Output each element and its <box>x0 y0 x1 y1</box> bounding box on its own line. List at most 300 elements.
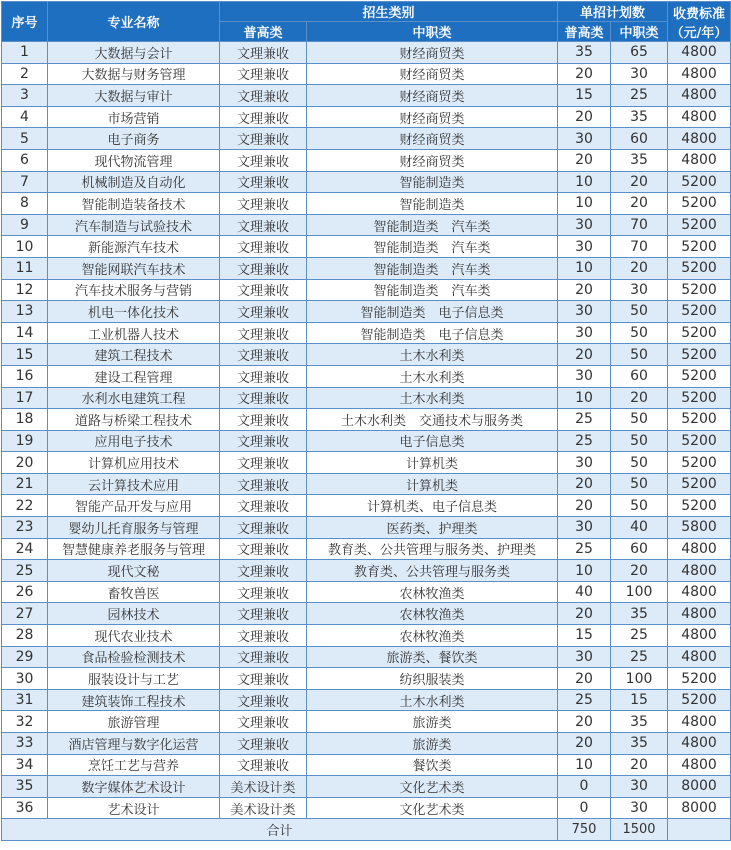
category-general-cell: 文理兼收 <box>220 473 307 495</box>
plan-general-cell: 30 <box>558 365 611 387</box>
major-name-cell: 烹饪工艺与营养 <box>48 754 220 776</box>
table-row <box>2 257 731 279</box>
table-row <box>2 236 731 258</box>
major-name-cell: 智能产品开发与应用 <box>48 495 220 517</box>
table-row <box>2 409 731 431</box>
plan-general-cell: 20 <box>558 733 611 755</box>
category-vocational-cell: 智能制造类 <box>307 171 558 193</box>
major-name-cell: 园林技术 <box>48 603 220 625</box>
major-name-cell: 现代文秘 <box>48 560 220 582</box>
category-general-cell: 文理兼收 <box>220 42 307 64</box>
category-general-cell: 文理兼收 <box>220 689 307 711</box>
plan-vocational-cell: 60 <box>611 538 668 560</box>
fee-cell: 5200 <box>668 301 731 323</box>
major-name-cell: 智慧健康养老服务与管理 <box>48 538 220 560</box>
major-name-cell: 智能制造装备技术 <box>48 193 220 215</box>
seq-cell: 24 <box>2 538 48 560</box>
major-name-cell: 服装设计与工艺 <box>48 668 220 690</box>
plan-general-cell: 10 <box>558 754 611 776</box>
fee-cell: 4800 <box>668 603 731 625</box>
category-vocational-cell: 旅游类、餐饮类 <box>307 646 558 668</box>
category-vocational-cell: 农林牧渔类 <box>307 603 558 625</box>
category-general-cell: 文理兼收 <box>220 646 307 668</box>
fee-cell: 4800 <box>668 581 731 603</box>
category-vocational-cell: 农林牧渔类 <box>307 625 558 647</box>
plan-general-cell: 20 <box>558 495 611 517</box>
table-row <box>2 625 731 647</box>
plan-vocational-cell: 50 <box>611 473 668 495</box>
fee-cell: 5200 <box>668 689 731 711</box>
major-name-cell: 婴幼儿托育服务与管理 <box>48 517 220 539</box>
plan-general-cell: 20 <box>558 344 611 366</box>
seq-cell: 29 <box>2 646 48 668</box>
seq-cell: 4 <box>2 106 48 128</box>
total-row <box>2 819 731 841</box>
category-vocational-cell: 土木水利类 <box>307 387 558 409</box>
header-fee-line2: （元/年） <box>670 25 728 41</box>
plan-vocational-cell: 50 <box>611 409 668 431</box>
table-row <box>2 128 731 150</box>
category-general-cell: 文理兼收 <box>220 257 307 279</box>
fee-cell: 5200 <box>668 365 731 387</box>
plan-general-cell: 40 <box>558 581 611 603</box>
plan-vocational-cell: 35 <box>611 733 668 755</box>
header-plan-general: 普高类 <box>558 22 611 42</box>
table-row <box>2 452 731 474</box>
table-row <box>2 387 731 409</box>
seq-cell: 19 <box>2 430 48 452</box>
seq-cell: 11 <box>2 257 48 279</box>
plan-vocational-cell: 50 <box>611 495 668 517</box>
plan-general-cell: 10 <box>558 257 611 279</box>
category-vocational-cell: 土木水利类 <box>307 365 558 387</box>
fee-cell: 4800 <box>668 625 731 647</box>
category-vocational-cell: 财经商贸类 <box>307 149 558 171</box>
major-name-cell: 电子商务 <box>48 128 220 150</box>
category-vocational-cell: 财经商贸类 <box>307 85 558 107</box>
total-label: 合计 <box>2 819 558 841</box>
plan-general-cell: 30 <box>558 517 611 539</box>
fee-cell: 5200 <box>668 430 731 452</box>
table-row <box>2 711 731 733</box>
header-major-name: 专业名称 <box>48 2 220 42</box>
category-general-cell: 文理兼收 <box>220 711 307 733</box>
plan-vocational-cell: 70 <box>611 214 668 236</box>
table-row <box>2 301 731 323</box>
plan-vocational-cell: 35 <box>611 149 668 171</box>
seq-cell: 6 <box>2 149 48 171</box>
fee-cell: 4800 <box>668 754 731 776</box>
major-name-cell: 工业机器人技术 <box>48 322 220 344</box>
fee-cell: 5200 <box>668 387 731 409</box>
major-name-cell: 大数据与财务管理 <box>48 63 220 85</box>
table-row <box>2 538 731 560</box>
header-fee-line1: 收费标准 <box>673 6 726 22</box>
seq-cell: 25 <box>2 560 48 582</box>
seq-cell: 18 <box>2 409 48 431</box>
category-general-cell: 美术设计类 <box>220 797 307 819</box>
header-category-vocational: 中职类 <box>307 22 558 42</box>
plan-general-cell: 30 <box>558 646 611 668</box>
category-general-cell: 文理兼收 <box>220 625 307 647</box>
plan-vocational-cell: 50 <box>611 452 668 474</box>
major-name-cell: 现代农业技术 <box>48 625 220 647</box>
plan-general-cell: 20 <box>558 473 611 495</box>
category-vocational-cell: 文化艺术类 <box>307 776 558 798</box>
header-fee <box>668 2 731 42</box>
plan-general-cell: 20 <box>558 279 611 301</box>
category-general-cell: 文理兼收 <box>220 754 307 776</box>
category-vocational-cell: 农林牧渔类 <box>307 581 558 603</box>
plan-general-cell: 10 <box>558 193 611 215</box>
table-row <box>2 214 731 236</box>
plan-general-cell: 30 <box>558 128 611 150</box>
seq-cell: 10 <box>2 236 48 258</box>
category-vocational-cell: 智能制造类 汽车类 <box>307 214 558 236</box>
fee-cell: 4800 <box>668 149 731 171</box>
fee-cell: 5800 <box>668 517 731 539</box>
plan-general-cell: 0 <box>558 797 611 819</box>
major-name-cell: 建筑装饰工程技术 <box>48 689 220 711</box>
plan-general-cell: 30 <box>558 214 611 236</box>
table-row <box>2 689 731 711</box>
fee-cell: 5200 <box>668 452 731 474</box>
plan-general-cell: 20 <box>558 106 611 128</box>
category-general-cell: 文理兼收 <box>220 538 307 560</box>
plan-vocational-cell: 30 <box>611 279 668 301</box>
major-name-cell: 数字媒体艺术设计 <box>48 776 220 798</box>
fee-cell: 4800 <box>668 560 731 582</box>
table-row <box>2 776 731 798</box>
category-vocational-cell: 医药类、护理类 <box>307 517 558 539</box>
plan-vocational-cell: 25 <box>611 646 668 668</box>
plan-vocational-cell: 70 <box>611 236 668 258</box>
category-general-cell: 文理兼收 <box>220 63 307 85</box>
plan-vocational-cell: 25 <box>611 85 668 107</box>
major-name-cell: 智能网联汽车技术 <box>48 257 220 279</box>
plan-vocational-cell: 50 <box>611 301 668 323</box>
plan-general-cell: 20 <box>558 63 611 85</box>
category-general-cell: 文理兼收 <box>220 106 307 128</box>
major-name-cell: 畜牧兽医 <box>48 581 220 603</box>
category-general-cell: 文理兼收 <box>220 85 307 107</box>
plan-vocational-cell: 35 <box>611 711 668 733</box>
table-row <box>2 42 731 64</box>
plan-vocational-cell: 100 <box>611 668 668 690</box>
plan-vocational-cell: 100 <box>611 581 668 603</box>
plan-general-cell: 20 <box>558 711 611 733</box>
major-name-cell: 云计算技术应用 <box>48 473 220 495</box>
seq-cell: 12 <box>2 279 48 301</box>
major-name-cell: 建筑工程技术 <box>48 344 220 366</box>
plan-vocational-cell: 40 <box>611 517 668 539</box>
plan-general-cell: 25 <box>558 689 611 711</box>
header-plan-vocational: 中职类 <box>611 22 668 42</box>
seq-cell: 27 <box>2 603 48 625</box>
enrollment-table <box>1 1 731 841</box>
fee-cell: 5200 <box>668 668 731 690</box>
plan-vocational-cell: 20 <box>611 171 668 193</box>
category-general-cell: 文理兼收 <box>220 322 307 344</box>
plan-vocational-cell: 50 <box>611 430 668 452</box>
fee-cell: 5200 <box>668 214 731 236</box>
fee-cell: 5200 <box>668 322 731 344</box>
category-vocational-cell: 智能制造类 电子信息类 <box>307 301 558 323</box>
category-general-cell: 文理兼收 <box>220 171 307 193</box>
plan-vocational-cell: 30 <box>611 63 668 85</box>
major-name-cell: 市场营销 <box>48 106 220 128</box>
fee-cell: 4800 <box>668 128 731 150</box>
fee-cell: 5200 <box>668 193 731 215</box>
fee-cell: 4800 <box>668 711 731 733</box>
seq-cell: 21 <box>2 473 48 495</box>
seq-cell: 8 <box>2 193 48 215</box>
seq-cell: 30 <box>2 668 48 690</box>
plan-general-cell: 30 <box>558 452 611 474</box>
category-vocational-cell: 财经商贸类 <box>307 128 558 150</box>
table-row <box>2 279 731 301</box>
major-name-cell: 旅游管理 <box>48 711 220 733</box>
major-name-cell: 现代物流管理 <box>48 149 220 171</box>
major-name-cell: 新能源汽车技术 <box>48 236 220 258</box>
table-row <box>2 365 731 387</box>
fee-cell: 5200 <box>668 171 731 193</box>
category-general-cell: 文理兼收 <box>220 279 307 301</box>
major-name-cell: 机械制造及自动化 <box>48 171 220 193</box>
fee-cell: 4800 <box>668 63 731 85</box>
category-general-cell: 文理兼收 <box>220 128 307 150</box>
fee-cell: 4800 <box>668 85 731 107</box>
seq-cell: 7 <box>2 171 48 193</box>
seq-cell: 13 <box>2 301 48 323</box>
table-row <box>2 473 731 495</box>
major-name-cell: 建设工程管理 <box>48 365 220 387</box>
major-name-cell: 水利水电建筑工程 <box>48 387 220 409</box>
category-general-cell: 文理兼收 <box>220 581 307 603</box>
table-row <box>2 517 731 539</box>
category-vocational-cell: 智能制造类 汽车类 <box>307 279 558 301</box>
plan-vocational-cell: 35 <box>611 106 668 128</box>
plan-vocational-cell: 20 <box>611 754 668 776</box>
category-general-cell: 文理兼收 <box>220 517 307 539</box>
seq-cell: 15 <box>2 344 48 366</box>
header-plan: 单招计划数 <box>558 2 668 22</box>
category-general-cell: 美术设计类 <box>220 776 307 798</box>
major-name-cell: 大数据与审计 <box>48 85 220 107</box>
category-vocational-cell: 电子信息类 <box>307 430 558 452</box>
plan-general-cell: 25 <box>558 538 611 560</box>
major-name-cell: 食品检验检测技术 <box>48 646 220 668</box>
seq-cell: 3 <box>2 85 48 107</box>
fee-cell: 8000 <box>668 797 731 819</box>
plan-vocational-cell: 50 <box>611 322 668 344</box>
category-general-cell: 文理兼收 <box>220 560 307 582</box>
category-vocational-cell: 餐饮类 <box>307 754 558 776</box>
table-row <box>2 797 731 819</box>
plan-general-cell: 15 <box>558 625 611 647</box>
seq-cell: 34 <box>2 754 48 776</box>
major-name-cell: 道路与桥梁工程技术 <box>48 409 220 431</box>
major-name-cell: 机电一体化技术 <box>48 301 220 323</box>
category-general-cell: 文理兼收 <box>220 301 307 323</box>
plan-vocational-cell: 50 <box>611 344 668 366</box>
fee-cell: 5200 <box>668 409 731 431</box>
fee-cell: 5200 <box>668 495 731 517</box>
category-vocational-cell: 旅游类 <box>307 733 558 755</box>
category-vocational-cell: 土木水利类 <box>307 689 558 711</box>
plan-general-cell: 10 <box>558 387 611 409</box>
fee-cell: 5200 <box>668 344 731 366</box>
table-body <box>2 42 731 841</box>
category-general-cell: 文理兼收 <box>220 733 307 755</box>
plan-general-cell: 15 <box>558 85 611 107</box>
category-vocational-cell: 智能制造类 汽车类 <box>307 236 558 258</box>
table-row <box>2 560 731 582</box>
plan-general-cell: 25 <box>558 409 611 431</box>
fee-cell: 4800 <box>668 646 731 668</box>
seq-cell: 1 <box>2 42 48 64</box>
category-vocational-cell: 财经商贸类 <box>307 106 558 128</box>
major-name-cell: 计算机应用技术 <box>48 452 220 474</box>
plan-general-cell: 25 <box>558 430 611 452</box>
category-vocational-cell: 文化艺术类 <box>307 797 558 819</box>
seq-cell: 26 <box>2 581 48 603</box>
major-name-cell: 汽车技术服务与营销 <box>48 279 220 301</box>
plan-vocational-cell: 20 <box>611 257 668 279</box>
table-row <box>2 733 731 755</box>
seq-cell: 5 <box>2 128 48 150</box>
table-row <box>2 668 731 690</box>
category-vocational-cell: 旅游类 <box>307 711 558 733</box>
category-general-cell: 文理兼收 <box>220 387 307 409</box>
fee-cell: 5200 <box>668 473 731 495</box>
table-row <box>2 495 731 517</box>
category-vocational-cell: 计算机类 <box>307 452 558 474</box>
plan-vocational-cell: 30 <box>611 776 668 798</box>
plan-vocational-cell: 15 <box>611 689 668 711</box>
major-name-cell: 酒店管理与数字化运营 <box>48 733 220 755</box>
table-row <box>2 581 731 603</box>
category-vocational-cell: 计算机类、电子信息类 <box>307 495 558 517</box>
category-vocational-cell: 计算机类 <box>307 473 558 495</box>
category-general-cell: 文理兼收 <box>220 149 307 171</box>
plan-general-cell: 0 <box>558 776 611 798</box>
plan-vocational-cell: 30 <box>611 797 668 819</box>
seq-cell: 28 <box>2 625 48 647</box>
plan-general-cell: 20 <box>558 149 611 171</box>
table-row <box>2 430 731 452</box>
category-vocational-cell: 智能制造类 <box>307 193 558 215</box>
plan-vocational-cell: 65 <box>611 42 668 64</box>
category-general-cell: 文理兼收 <box>220 452 307 474</box>
seq-cell: 22 <box>2 495 48 517</box>
category-general-cell: 文理兼收 <box>220 603 307 625</box>
category-vocational-cell: 智能制造类 电子信息类 <box>307 322 558 344</box>
category-general-cell: 文理兼收 <box>220 668 307 690</box>
seq-cell: 17 <box>2 387 48 409</box>
seq-cell: 20 <box>2 452 48 474</box>
category-vocational-cell: 教育类、公共管理与服务类 <box>307 560 558 582</box>
category-vocational-cell: 财经商贸类 <box>307 63 558 85</box>
category-general-cell: 文理兼收 <box>220 365 307 387</box>
fee-cell: 5200 <box>668 279 731 301</box>
category-vocational-cell: 财经商贸类 <box>307 42 558 64</box>
table-row <box>2 344 731 366</box>
table-row <box>2 171 731 193</box>
plan-vocational-cell: 35 <box>611 603 668 625</box>
major-name-cell: 大数据与会计 <box>48 42 220 64</box>
plan-vocational-cell: 60 <box>611 365 668 387</box>
seq-cell: 23 <box>2 517 48 539</box>
category-general-cell: 文理兼收 <box>220 214 307 236</box>
category-general-cell: 文理兼收 <box>220 193 307 215</box>
fee-cell: 4800 <box>668 538 731 560</box>
plan-general-cell: 35 <box>558 42 611 64</box>
table-row <box>2 193 731 215</box>
category-vocational-cell: 教育类、公共管理与服务类、护理类 <box>307 538 558 560</box>
major-name-cell: 汽车制造与试验技术 <box>48 214 220 236</box>
plan-vocational-cell: 60 <box>611 128 668 150</box>
seq-cell: 9 <box>2 214 48 236</box>
plan-vocational-cell: 25 <box>611 625 668 647</box>
plan-vocational-cell: 20 <box>611 193 668 215</box>
category-general-cell: 文理兼收 <box>220 409 307 431</box>
table-row <box>2 754 731 776</box>
total-plan-vocational: 1500 <box>611 819 668 841</box>
plan-general-cell: 20 <box>558 668 611 690</box>
seq-cell: 35 <box>2 776 48 798</box>
seq-cell: 32 <box>2 711 48 733</box>
plan-general-cell: 30 <box>558 236 611 258</box>
seq-cell: 16 <box>2 365 48 387</box>
category-vocational-cell: 智能制造类 汽车类 <box>307 257 558 279</box>
table-row <box>2 149 731 171</box>
seq-cell: 31 <box>2 689 48 711</box>
major-name-cell: 艺术设计 <box>48 797 220 819</box>
seq-cell: 36 <box>2 797 48 819</box>
category-general-cell: 文理兼收 <box>220 344 307 366</box>
fee-cell: 4800 <box>668 42 731 64</box>
table-row <box>2 63 731 85</box>
seq-cell: 33 <box>2 733 48 755</box>
plan-vocational-cell: 20 <box>611 560 668 582</box>
table-row <box>2 646 731 668</box>
category-general-cell: 文理兼收 <box>220 495 307 517</box>
table-row <box>2 106 731 128</box>
category-general-cell: 文理兼收 <box>220 236 307 258</box>
fee-cell: 8000 <box>668 776 731 798</box>
fee-cell: 4800 <box>668 733 731 755</box>
fee-cell: 5200 <box>668 257 731 279</box>
plan-general-cell: 20 <box>558 603 611 625</box>
header-seq: 序号 <box>2 2 48 42</box>
plan-general-cell: 30 <box>558 322 611 344</box>
table-row <box>2 603 731 625</box>
plan-vocational-cell: 20 <box>611 387 668 409</box>
plan-general-cell: 10 <box>558 171 611 193</box>
table-row <box>2 85 731 107</box>
total-fee-empty <box>668 819 731 841</box>
fee-cell: 5200 <box>668 236 731 258</box>
category-general-cell: 文理兼收 <box>220 430 307 452</box>
header-category: 招生类别 <box>220 2 558 22</box>
major-name-cell: 应用电子技术 <box>48 430 220 452</box>
plan-general-cell: 10 <box>558 560 611 582</box>
category-vocational-cell: 土木水利类 交通技术与服务类 <box>307 409 558 431</box>
seq-cell: 14 <box>2 322 48 344</box>
seq-cell: 2 <box>2 63 48 85</box>
header-category-general: 普高类 <box>220 22 307 42</box>
